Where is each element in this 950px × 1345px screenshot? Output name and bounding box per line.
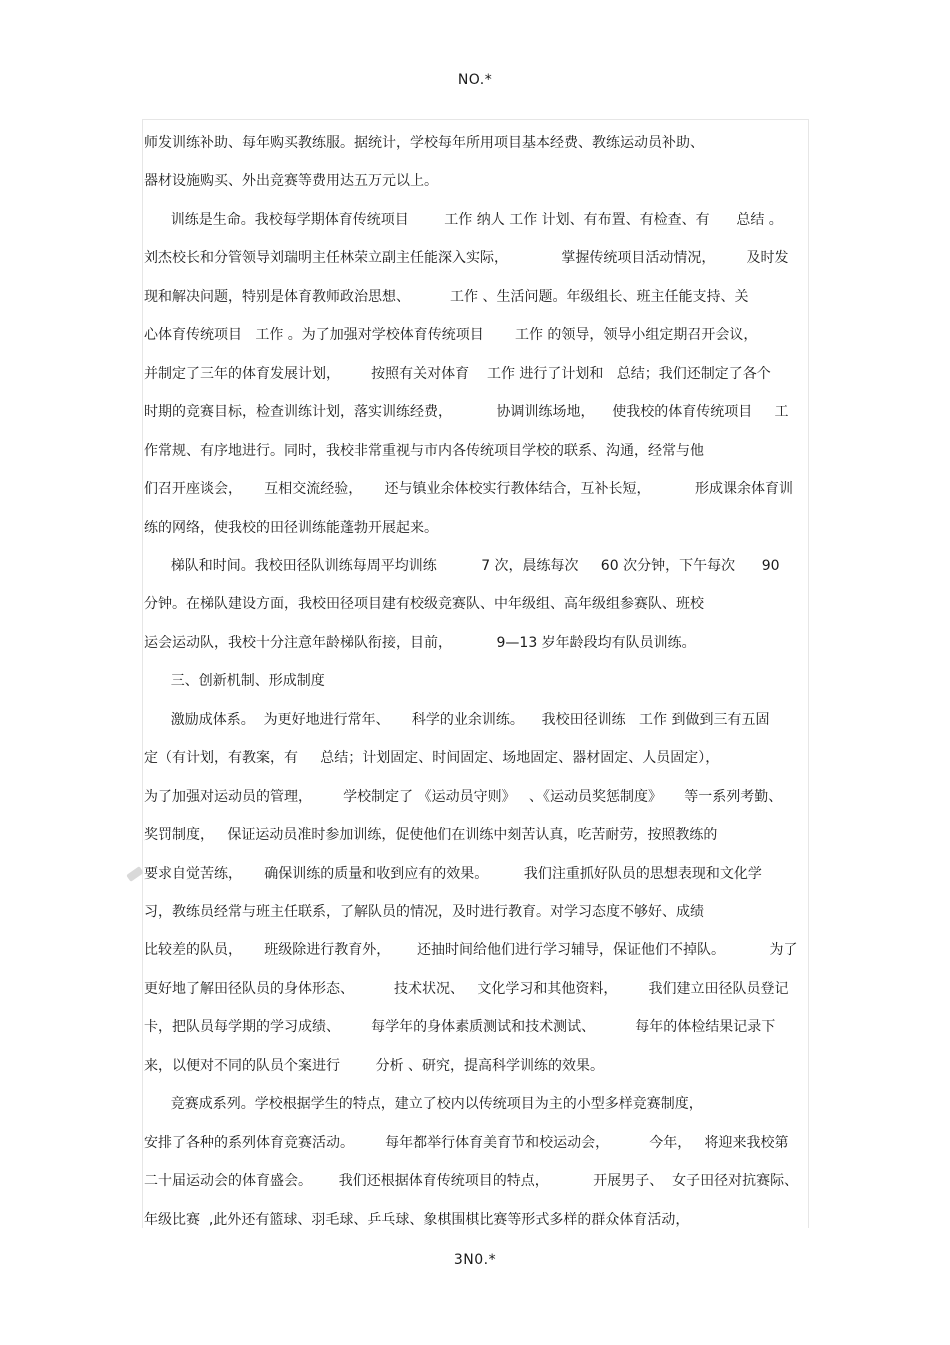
text-line: 们召开座谈会， 互相交流经验， 还与镇业余体校实行教体结合，互补长短， 形成课余体育训 <box>144 481 794 498</box>
text-line: 奖罚制度， 保证运动员准时参加训练，促使他们在训练中刻苦认真，吃苦耐劳，按照教练的 <box>144 827 718 844</box>
text-line: 激励成体系。 为更好地进行常年、 科学的业余训练。 我校田径训练 工作 到做到三有五固 <box>144 711 770 728</box>
text-line: 三、创新机制、形成制度 <box>144 673 325 690</box>
text-line: 梯队和时间。我校田径队训练每周平均训练 7 次，晨练每次 60 次分钟，下午每次 90 <box>144 557 780 574</box>
text-line: 器材设施购买、外出竞赛等费用达五万元以上。 <box>144 173 438 190</box>
text-line: 时期的竞赛目标，检查训练计划，落实训练经费， 协调训练场地， 使我校的体育传统项目 工 <box>144 404 789 421</box>
text-line: 运会运动队，我校十分注意年龄梯队衔接，目前， 9—13 岁年龄段均有队员训练。 <box>144 634 696 651</box>
text-line: 并制定了三年的体育发展计划， 按照有关对体育 工作 进行了计划和 总结；我们还制定了各个 <box>144 365 771 382</box>
text-line: 作常规、有序地进行。同时，我校非常重视与市内各传统项目学校的联系、沟通，经常与他 <box>144 442 704 459</box>
page-footer: 3N0.* <box>453 1252 497 1268</box>
text-line: 来，以便对不同的队员个案进行 分析 、研究，提高科学训练的效果。 <box>144 1057 605 1074</box>
text-line: 二十届运动会的体育盛会。 我们还根据体育传统项目的特点， 开展男子、 女子田径对抗赛际、 <box>144 1173 799 1190</box>
text-line: 更好地了解田径队员的身体形态、 技术状况、 文化学习和其他资料， 我们建立田径队员登记 <box>144 980 789 997</box>
text-line: 定（有计划，有教案，有 总结；计划固定、时间固定、场地固定、器材固定、人员固定）， <box>144 750 720 767</box>
text-line: 练的网络，使我校的田径训练能蓬勃开展起来。 <box>144 519 438 536</box>
text-line: 为了加强对运动员的管理， 学校制定了 《运动员守则》 、《运动员奖惩制度》 等一系列考勤、 <box>144 788 783 805</box>
text-line: 心体育传统项目 工作 。为了加强对学校体育传统项目 工作 的领导，领导小组定期召开会议， <box>144 327 758 344</box>
text-line: 师发训练补助、每年购买教练服。据统计，学校每年所用项目基本经费、教练运动员补助、 <box>144 135 704 151</box>
text-line: 分钟。在梯队建设方面，我校田径项目建有校级竞赛队、中年级组、高年级组参赛队、班校 <box>144 596 704 613</box>
page-header: NO.* <box>457 72 493 88</box>
text-line: 安排了各种的系列体育竞赛活动。 每年都举行体育美育节和校运动会， 今年， 将迎来我校第 <box>144 1134 789 1151</box>
text-line: 要求自觉苦练， 确保训练的质量和收到应有的效果。 我们注重抓好队员的思想表现和文化学 <box>144 865 762 882</box>
text-line: 习，教练员经常与班主任联系，了解队员的情况，及时进行教育。对学习态度不够好、成绩 <box>144 904 704 920</box>
text-line: 竞赛成系列。学校根据学生的特点，建立了校内以传统项目为主的小型多样竞赛制度， <box>144 1096 703 1113</box>
text-line: 现和解决问题，特别是体育教师政治思想、 工作 、生活问题。年级组长、班主任能支持、关 <box>144 288 749 305</box>
text-line: 卡，把队员每学期的学习成绩、 每学年的身体素质测试和技术测试、 每年的体检结果记录下 <box>144 1019 776 1036</box>
text-line: 年级比赛 ,此外还有篮球、羽毛球、乒乓球、象棋围棋比赛等形式多样的群众体育活动， <box>144 1211 690 1228</box>
text-line: 刘杰校长和分管领导刘瑞明主任林荣立副主任能深入实际， 掌握传统项目活动情况， 及时发 <box>144 250 789 267</box>
text-line: 训练是生命。我校每学期体育传统项目 工作 纳人 工作 计划、有布置、有检查、有 总结 。 <box>144 211 783 228</box>
text-line: 比较差的队员， 班级除进行教育外， 还抽时间给他们进行学习辅导，保证他们不掉队。 为了 <box>144 942 798 959</box>
